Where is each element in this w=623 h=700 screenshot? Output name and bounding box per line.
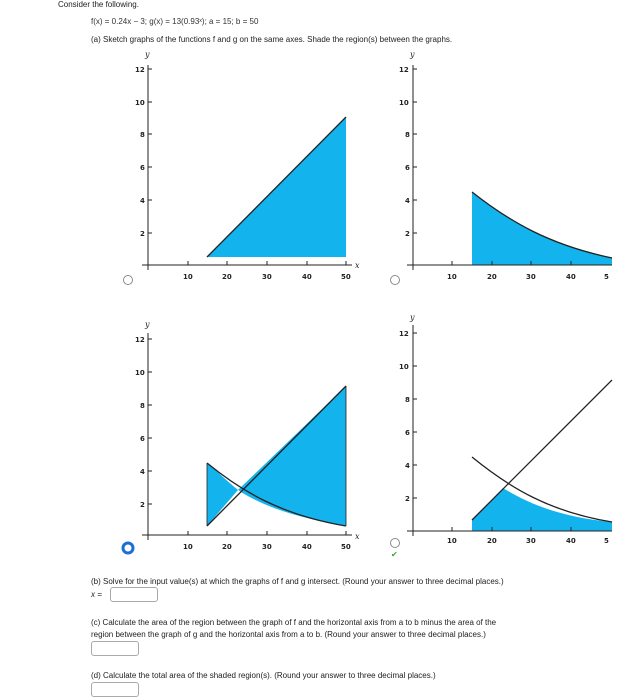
radio-option-top-right[interactable] (391, 276, 400, 285)
x-tick-label: 5 (604, 537, 609, 545)
x-tick-label: 30 (262, 273, 272, 281)
y-tick-label: 4 (405, 462, 410, 470)
y-tick-label: 10 (135, 99, 145, 107)
graph-top-left (135, 50, 360, 281)
y-tick-label: 2 (140, 501, 145, 509)
x-tick-label: 30 (526, 537, 536, 545)
y-tick-label: 6 (405, 164, 410, 172)
x-ticks (188, 531, 346, 535)
y-tick-label: 8 (140, 402, 145, 410)
y-tick-label: 2 (140, 230, 145, 238)
y-tick-label: 12 (399, 330, 409, 338)
x-axis-label: x (355, 532, 360, 541)
x-tick-label: 30 (526, 273, 536, 281)
y-tick-label: 8 (405, 396, 410, 404)
y-tick-label: 10 (135, 369, 145, 377)
y-tick-label: 8 (405, 131, 410, 139)
shaded-region-left (207, 463, 238, 526)
graph-bottom-right (399, 313, 612, 545)
x-tick-label: 10 (447, 273, 457, 281)
shaded-region (472, 488, 612, 531)
x-equals-label: x = (91, 590, 102, 599)
y-tick-label: 12 (135, 336, 145, 344)
x-tick-label: 40 (302, 543, 312, 551)
y-tick-label: 8 (140, 131, 145, 139)
x-tick-label: 30 (262, 543, 272, 551)
y-axis-label: y (410, 50, 415, 59)
function-definitions: f(x) = 0.24x − 3; g(x) = 13(0.93ˣ); a = 15; b = 50 (91, 17, 259, 26)
x-tick-label: 40 (566, 537, 576, 545)
y-ticks (413, 333, 417, 498)
y-tick-label: 12 (135, 66, 145, 74)
part-a-prompt: (a) Sketch graphs of the functions f and g on the same axes. Shade the region(s) between the graphs. (91, 35, 453, 44)
y-tick-label: 10 (399, 363, 409, 371)
x-ticks (188, 261, 346, 265)
y-tick-label: 6 (140, 164, 145, 172)
x-tick-label: 40 (302, 273, 312, 281)
y-axis-label: y (145, 50, 150, 59)
x-tick-label: 40 (566, 273, 576, 281)
x-tick-label: 10 (183, 543, 193, 551)
y-tick-label: 10 (399, 99, 409, 107)
x-axis-label: x (355, 261, 360, 270)
y-tick-label: 6 (140, 435, 145, 443)
answer-b-input[interactable] (110, 587, 158, 602)
y-tick-label: 4 (140, 197, 145, 205)
y-axis-label: y (145, 320, 150, 329)
x-tick-label: 10 (183, 273, 193, 281)
y-ticks (413, 69, 417, 233)
y-tick-label: 4 (405, 197, 410, 205)
shaded-region-right (238, 386, 346, 526)
y-tick-label: 2 (405, 495, 410, 503)
question-title: Consider the following. (58, 0, 139, 9)
part-b-prompt: (b) Solve for the input value(s) at which the graphs of f and g intersect. (Round your answer to three decimal places.) (91, 577, 504, 586)
x-tick-label: 20 (222, 543, 232, 551)
correct-checkmark-icon: ✔ (391, 550, 398, 559)
x-tick-label: 20 (487, 273, 497, 281)
radio-option-bottom-right[interactable] (391, 539, 400, 548)
x-tick-label: 20 (487, 537, 497, 545)
y-ticks (148, 339, 152, 504)
answer-c-input[interactable] (91, 641, 139, 656)
radio-option-bottom-left[interactable] (123, 543, 133, 553)
y-tick-label: 12 (399, 66, 409, 74)
y-tick-label: 6 (405, 429, 410, 437)
x-tick-label: 50 (341, 273, 351, 281)
y-axis-label: y (410, 313, 415, 322)
y-tick-label: 4 (140, 468, 145, 476)
y-ticks (148, 69, 152, 233)
part-c-prompt-line1: (c) Calculate the area of the region between the graph of f and the horizontal axis from a to b minus the area of the (91, 618, 497, 627)
part-c-prompt-line2: region between the graph of g and the horizontal axis from a to b. (Round your answer to three decimal places.) (91, 630, 486, 639)
x-tick-label: 20 (222, 273, 232, 281)
f-line (472, 380, 612, 520)
shaded-region (472, 192, 612, 265)
radio-option-top-left[interactable] (124, 276, 133, 285)
x-tick-label: 50 (341, 543, 351, 551)
x-tick-label: 5 (604, 273, 609, 281)
y-tick-label: 2 (405, 230, 410, 238)
graph-top-right (399, 50, 612, 281)
graph-bottom-left (135, 320, 360, 551)
part-d-prompt: (d) Calculate the total area of the shaded region(s). (Round your answer to three decimal places.) (91, 671, 436, 680)
answer-d-input[interactable] (91, 682, 139, 697)
x-tick-label: 10 (447, 537, 457, 545)
